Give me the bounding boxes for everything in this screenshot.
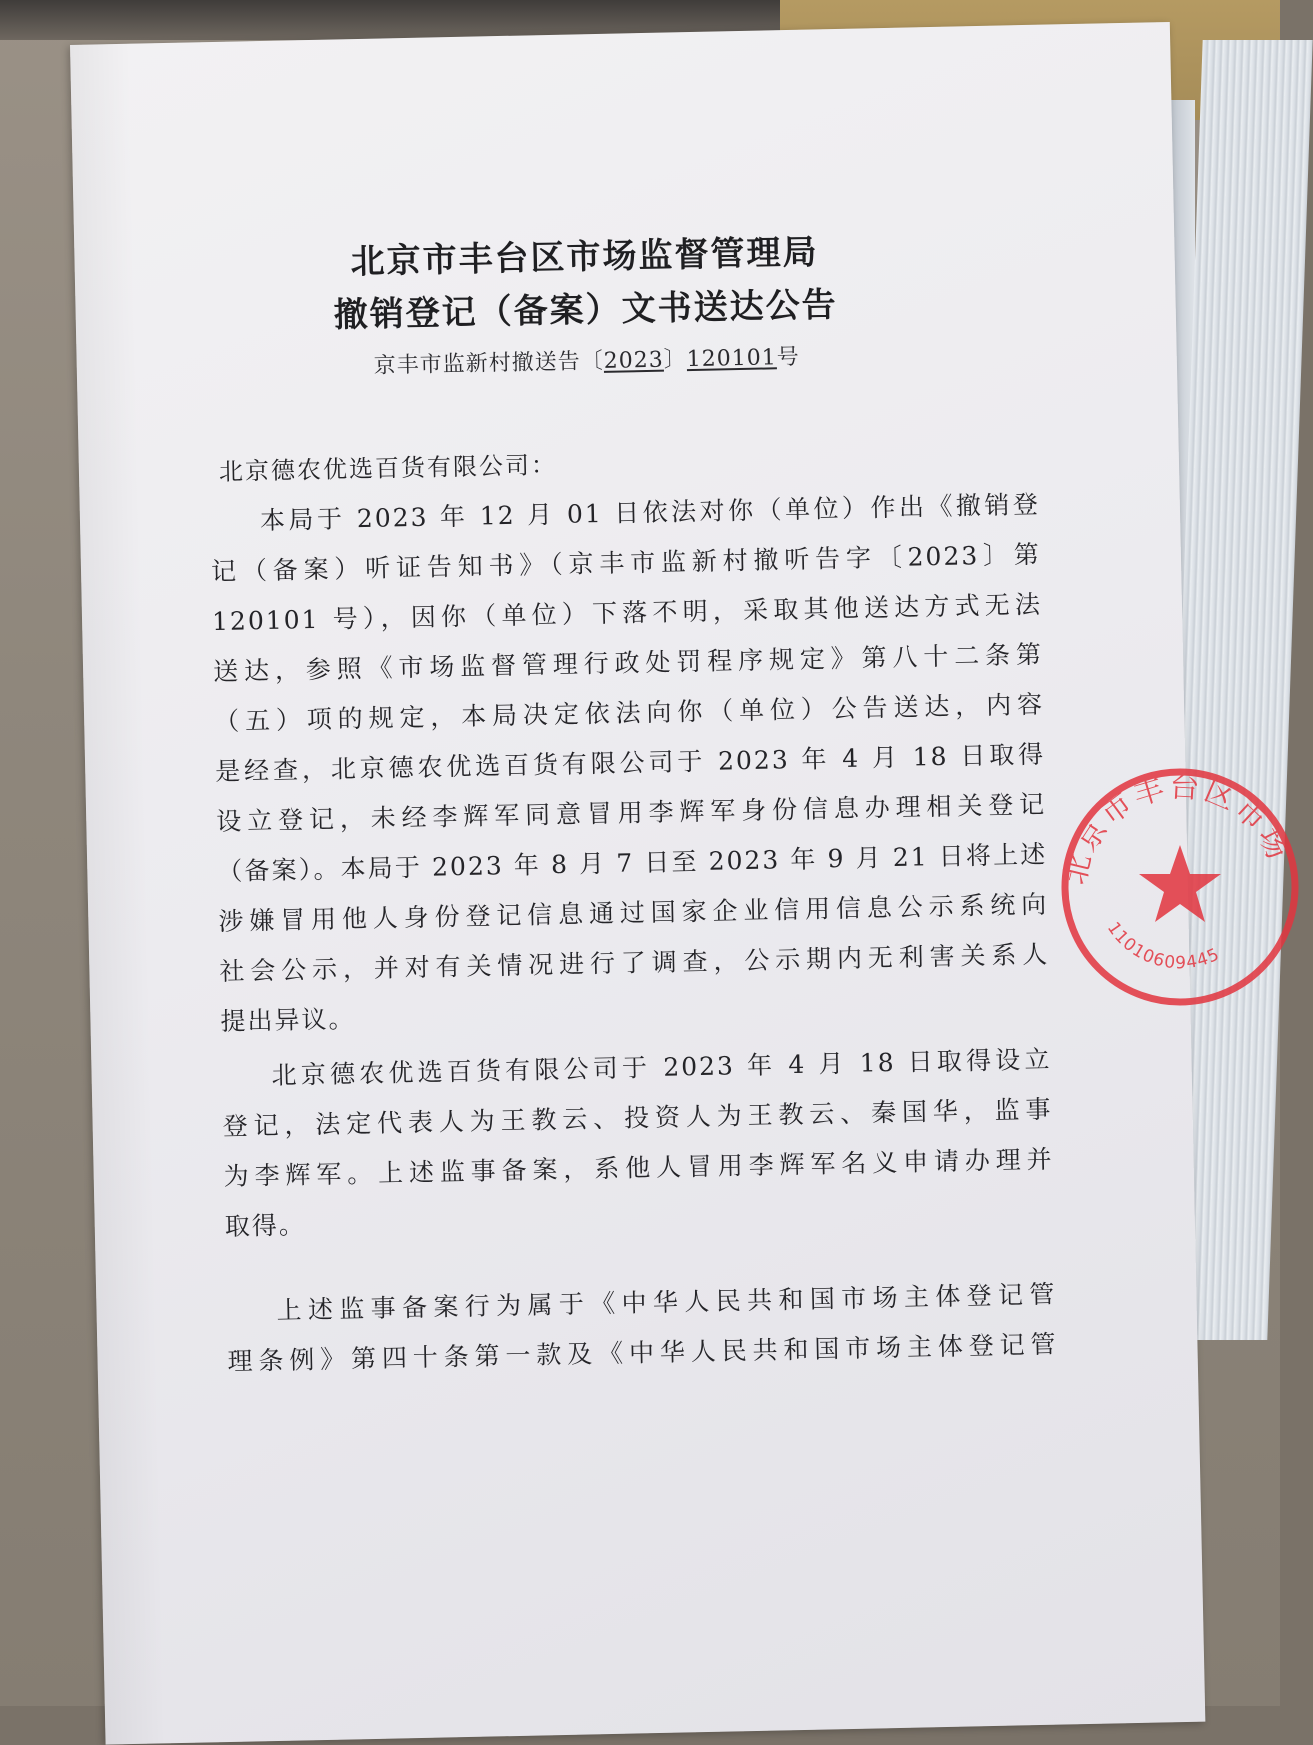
paragraph-3 xyxy=(226,1270,1058,1387)
document-title-line1: 北京市丰台区市场监督管理局 xyxy=(350,232,819,283)
seal-arc-text: 北京市丰台区市场 xyxy=(1057,769,1297,888)
paragraph-line: 北京德农优选百货有限公司于 2023 年 4 月 18 日取得设立 xyxy=(271,1044,1052,1091)
doc-number-suffix: 号 xyxy=(776,344,800,371)
paragraph-line: 120101 号），因你（单位）下落不明，采取其他送达方式无法 xyxy=(211,589,1043,637)
paragraph-line: 提出异议。 xyxy=(220,1004,356,1037)
doc-number-mid: 〕 xyxy=(663,347,688,373)
paragraph-line: （备案）。本局于 2023 年 8 月 7 日至 2023 年 9 月 21 日将上述 xyxy=(217,839,1048,887)
doc-number-prefix: 京丰市监新村撤送告〔 xyxy=(373,348,605,379)
document-sheet xyxy=(70,22,1205,1745)
official-seal xyxy=(1055,762,1305,1012)
paragraph-line: 涉嫌冒用他人身份登记信息通过国家企业信用信息公示系统向 xyxy=(218,889,1049,937)
paragraph-line: 送达，参照《市场监督管理行政处罚程序规定》第八十二条第 xyxy=(212,639,1044,687)
paragraph-line: 理条例》第四十条第一款及《中华人民共和国市场主体登记管 xyxy=(227,1329,1058,1376)
paragraph-line: 上述监事备案行为属于《中华人民共和国市场主体登记管 xyxy=(276,1279,1057,1325)
paragraph-line: 取得。 xyxy=(224,1210,307,1242)
paragraph-line: 设立登记，未经李辉军同意冒用李辉军身份信息办理相关登记 xyxy=(215,789,1047,837)
document-number xyxy=(37,333,1137,387)
paragraph-line: 登记，法定代表人为王教云、投资人为王教云、秦国华，监事 xyxy=(222,1094,1053,1142)
doc-number-serial: 120101 xyxy=(686,345,777,373)
paragraph-line: 本局于 2023 年 12 月 01 日依法对你（单位）作出《撤销登 xyxy=(259,489,1041,536)
paragraph-2 xyxy=(221,1035,1055,1252)
seal-code: 11010609445 xyxy=(1102,918,1224,974)
paragraph-line: （五）项的规定，本局决定依法向你（单位）公告送达，内容 xyxy=(213,689,1045,737)
paragraph-1 xyxy=(210,480,1051,1047)
paragraph-line: 记（备案）听证告知书》（京丰市监新村撤听告字〔2023〕第 xyxy=(210,539,1042,587)
addressee: 北京德农优选百货有限公司： xyxy=(218,450,558,486)
paragraph-line: 是经查，北京德农优选百货有限公司于 2023 年 4 月 18 日取得 xyxy=(214,739,1046,787)
doc-number-year: 2023 xyxy=(603,347,664,374)
document-title-line2: 撤销登记（备案）文书送达公告 xyxy=(333,284,839,336)
paragraph-line: 为李辉军。上述监事备案，系他人冒用李辉军名义申请办理并 xyxy=(223,1144,1054,1192)
seal-star-icon xyxy=(1139,845,1221,922)
paragraph-line: 社会公示，并对有关情况进行了调查，公示期内无利害关系人 xyxy=(219,939,1050,987)
